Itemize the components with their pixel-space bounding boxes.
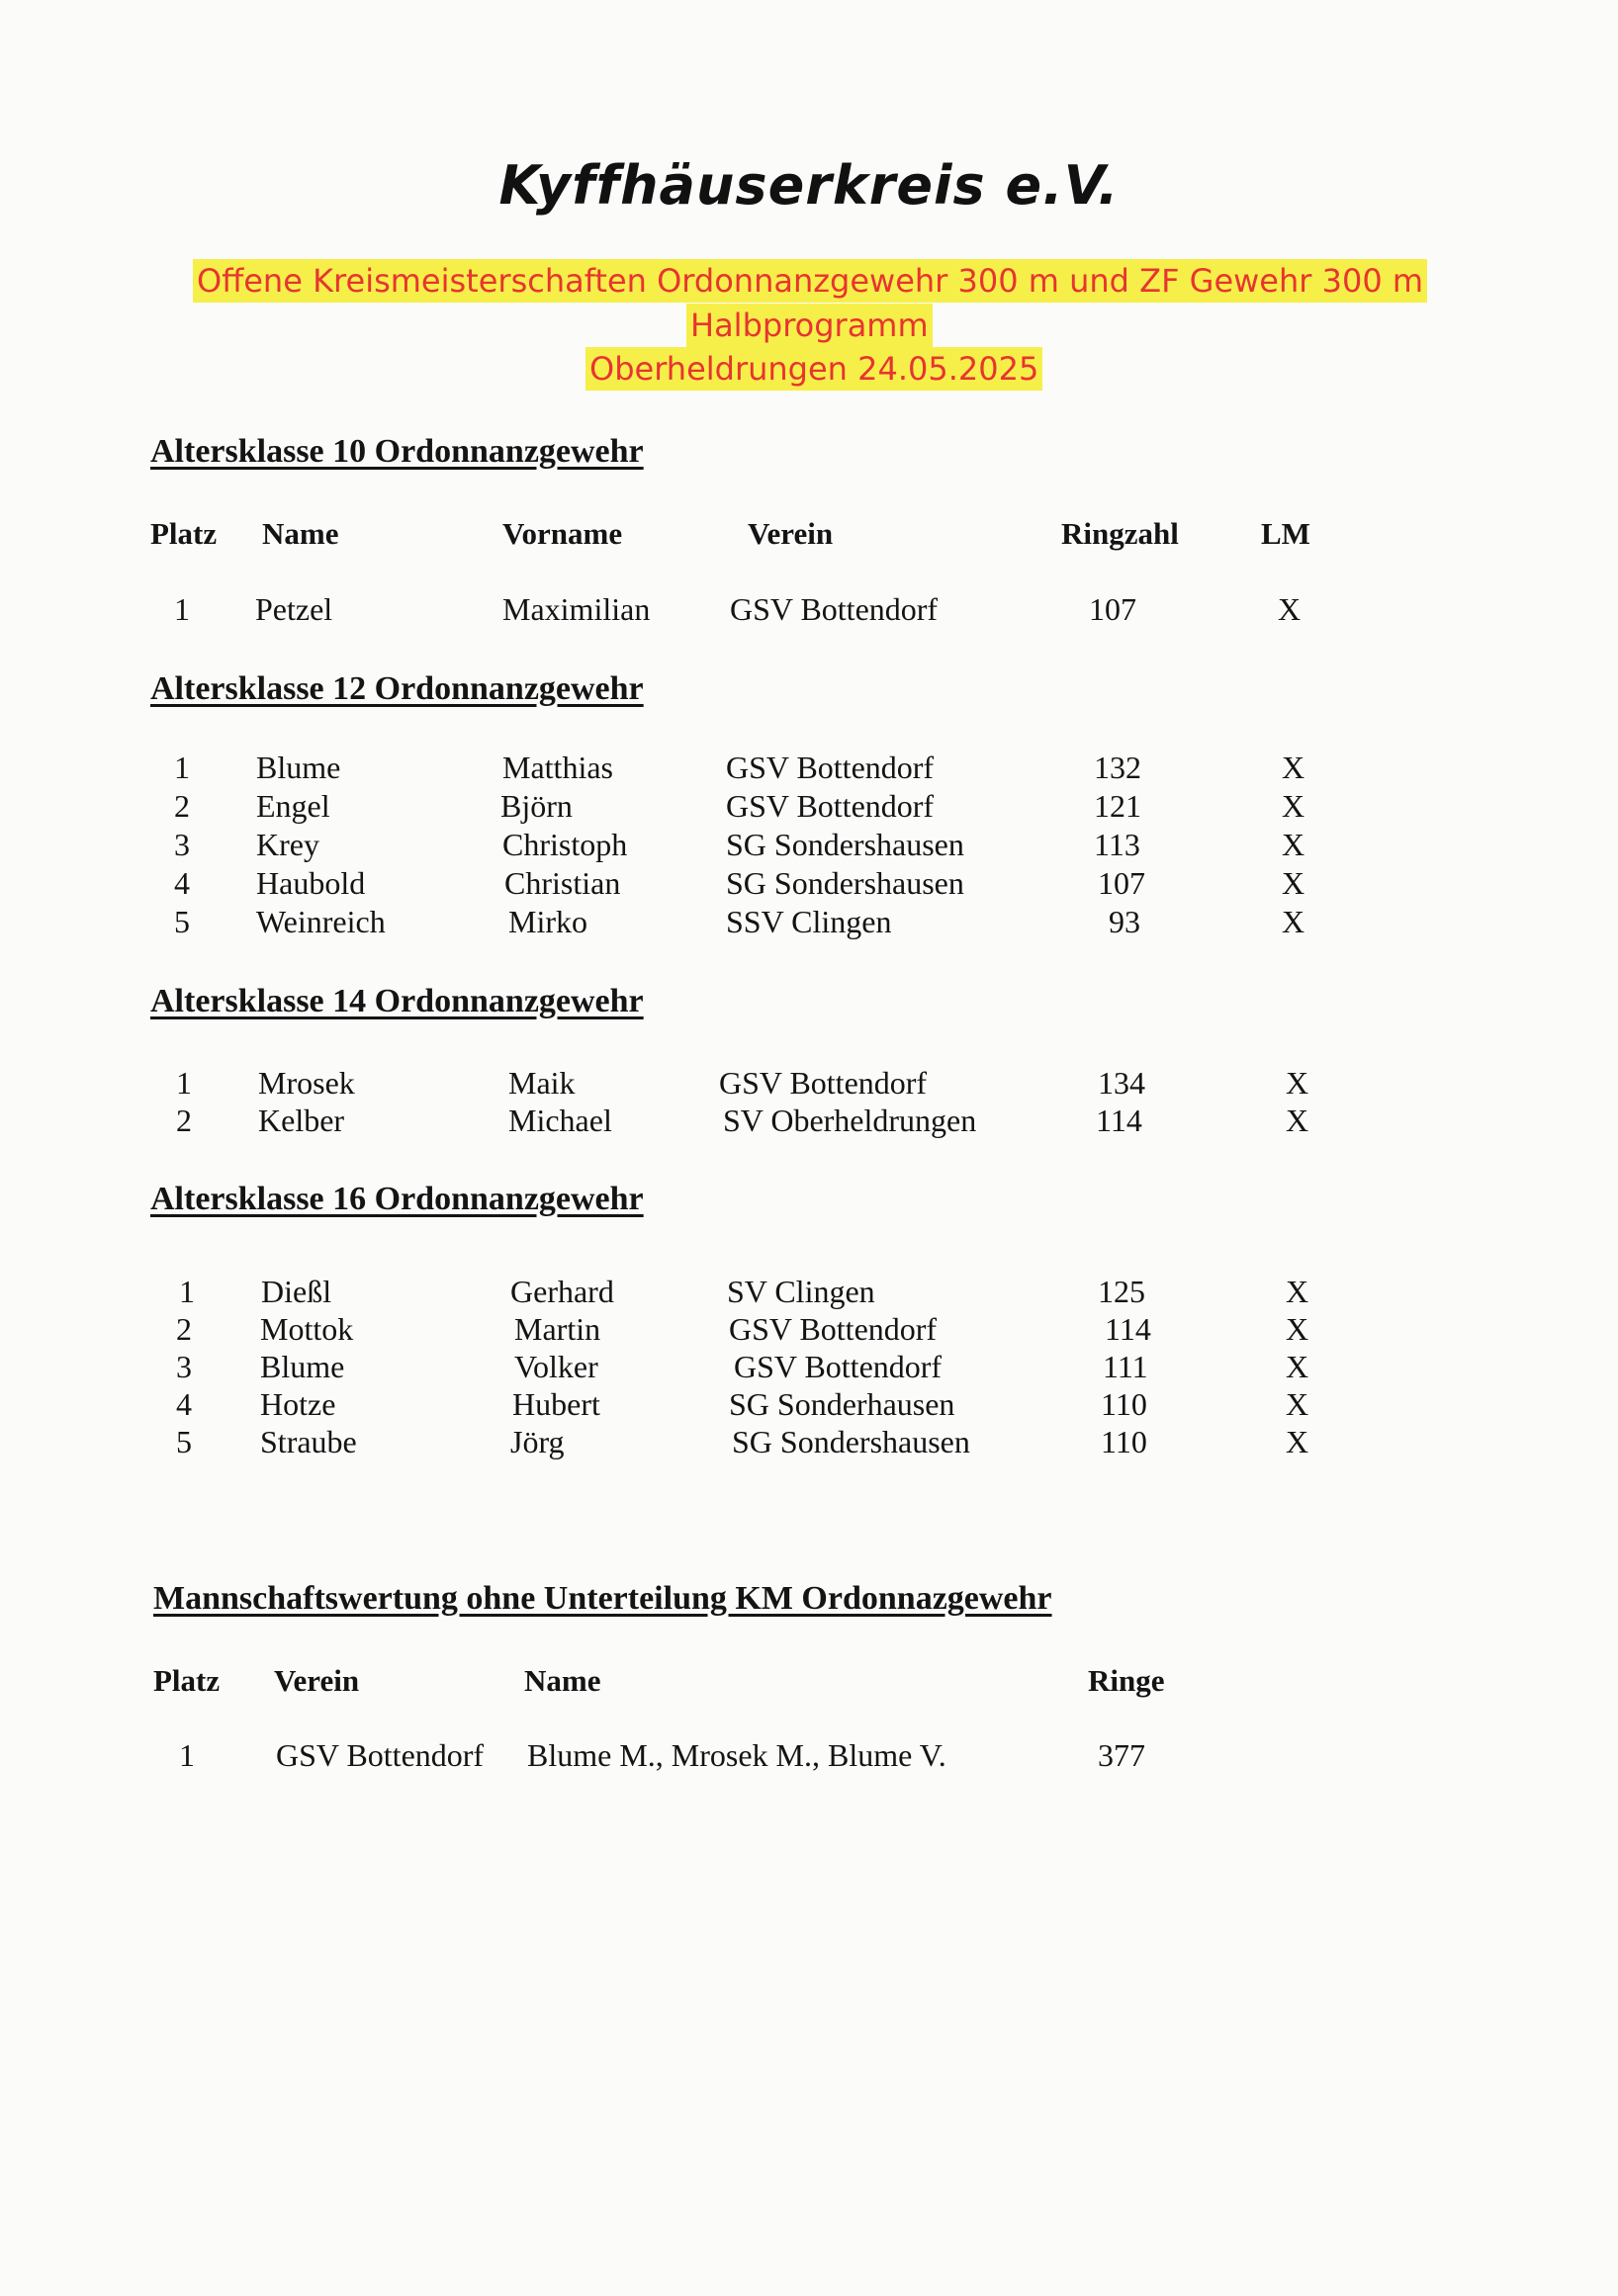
cell-name: Blume	[260, 1349, 345, 1384]
cell-name: Blume	[256, 750, 341, 785]
cell-verein: GSV Bottendorf	[726, 788, 935, 824]
cell-platz: 1	[176, 1065, 192, 1101]
header-platz: Platz	[150, 516, 218, 551]
cell-platz: 1	[174, 591, 190, 627]
cell-vorname: Hubert	[512, 1386, 600, 1422]
cell-ringzahl: 107	[1089, 591, 1136, 627]
cell-verein: GSV Bottendorf	[726, 750, 935, 785]
section-title-ak10: Altersklasse 10 Ordonnanzgewehr	[150, 433, 644, 470]
header-name: Name	[262, 516, 339, 551]
cell-vorname: Maik	[508, 1065, 576, 1101]
section-title-ak16: Altersklasse 16 Ordonnanzgewehr	[150, 1181, 644, 1217]
team-cell-ringe: 377	[1098, 1737, 1145, 1773]
cell-lm: X	[1282, 788, 1305, 824]
cell-vorname: Björn	[500, 788, 573, 824]
cell-platz: 2	[174, 788, 190, 824]
header-ringzahl: Ringzahl	[1061, 516, 1179, 551]
cell-name: Krey	[256, 827, 319, 862]
header-lm: LM	[1261, 516, 1310, 551]
cell-vorname: Mirko	[508, 904, 587, 939]
cell-platz: 4	[176, 1386, 192, 1422]
cell-verein: GSV Bottendorf	[729, 1311, 938, 1347]
cell-verein: SG Sondershausen	[726, 827, 964, 862]
cell-platz: 5	[176, 1424, 192, 1459]
cell-verein: SG Sondershausen	[732, 1424, 970, 1459]
cell-vorname: Michael	[508, 1103, 612, 1138]
cell-name: Haubold	[256, 865, 366, 901]
cell-lm: X	[1282, 827, 1305, 862]
cell-verein: SV Clingen	[727, 1274, 875, 1309]
subtitle-line-3: Oberheldrungen 24.05.2025	[585, 347, 1042, 391]
cell-name: Engel	[256, 788, 330, 824]
cell-ringzahl: 114	[1105, 1311, 1151, 1347]
cell-ringzahl: 110	[1101, 1424, 1147, 1459]
section-title-team: Mannschaftswertung ohne Unterteilung KM Ordonnazgewehr	[153, 1580, 1052, 1617]
cell-lm: X	[1286, 1386, 1309, 1422]
header-verein: Verein	[748, 516, 834, 551]
cell-verein: SG Sonderhausen	[729, 1386, 955, 1422]
cell-name: Hotze	[260, 1386, 336, 1422]
cell-platz: 4	[174, 865, 190, 901]
cell-vorname: Christoph	[502, 827, 628, 862]
cell-ringzahl: 111	[1103, 1349, 1148, 1384]
cell-vorname: Gerhard	[510, 1274, 614, 1309]
cell-lm: X	[1286, 1311, 1309, 1347]
cell-ringzahl: 134	[1098, 1065, 1145, 1101]
cell-lm: X	[1286, 1065, 1309, 1101]
cell-ringzahl: 121	[1094, 788, 1141, 824]
section-title-ak14: Altersklasse 14 Ordonnanzgewehr	[150, 983, 644, 1019]
team-header-ringe: Ringe	[1088, 1663, 1165, 1698]
cell-lm: X	[1286, 1274, 1309, 1309]
cell-name: Kelber	[258, 1103, 345, 1138]
team-header-verein: Verein	[274, 1663, 360, 1698]
cell-platz: 2	[176, 1103, 192, 1138]
cell-lm: X	[1282, 865, 1305, 901]
cell-platz: 5	[174, 904, 190, 939]
cell-ringzahl: 113	[1094, 827, 1140, 862]
cell-name: Mrosek	[258, 1065, 355, 1101]
cell-name: Petzel	[255, 591, 333, 627]
section-title-ak12: Altersklasse 12 Ordonnanzgewehr	[150, 670, 644, 707]
cell-lm: X	[1282, 904, 1305, 939]
cell-lm: X	[1286, 1349, 1309, 1384]
cell-vorname: Martin	[514, 1311, 601, 1347]
cell-verein: SSV Clingen	[726, 904, 892, 939]
team-cell-verein: GSV Bottendorf	[276, 1737, 485, 1773]
team-header-name: Name	[524, 1663, 601, 1698]
cell-ringzahl: 125	[1098, 1274, 1145, 1309]
cell-name: Weinreich	[256, 904, 386, 939]
subtitle-line-2: Halbprogramm	[686, 304, 933, 347]
cell-ringzahl: 110	[1101, 1386, 1147, 1422]
cell-platz: 2	[176, 1311, 192, 1347]
cell-verein: GSV Bottendorf	[734, 1349, 943, 1384]
cell-name: Mottok	[260, 1311, 354, 1347]
cell-name: Dießl	[261, 1274, 332, 1309]
cell-ringzahl: 107	[1098, 865, 1145, 901]
cell-platz: 3	[176, 1349, 192, 1384]
cell-verein: SG Sondershausen	[726, 865, 964, 901]
cell-lm: X	[1282, 750, 1305, 785]
cell-platz: 1	[179, 1274, 195, 1309]
cell-platz: 3	[174, 827, 190, 862]
header-vorname: Vorname	[502, 516, 623, 551]
cell-platz: 1	[174, 750, 190, 785]
cell-ringzahl: 114	[1096, 1103, 1142, 1138]
cell-ringzahl: 132	[1094, 750, 1141, 785]
team-header-platz: Platz	[153, 1663, 221, 1698]
cell-lm: X	[1286, 1424, 1309, 1459]
cell-ringzahl: 93	[1109, 904, 1140, 939]
cell-vorname: Jörg	[510, 1424, 565, 1459]
cell-verein: GSV Bottendorf	[730, 591, 939, 627]
team-cell-name: Blume M., Mrosek M., Blume V.	[527, 1737, 946, 1773]
subtitle-line-1: Offene Kreismeisterschaften Ordonnanzgewehr 300 m und ZF Gewehr 300 m	[193, 259, 1427, 303]
cell-lm: X	[1286, 1103, 1309, 1138]
cell-verein: GSV Bottendorf	[719, 1065, 928, 1101]
document-title: Kyffhäuserkreis e.V.	[498, 154, 1120, 217]
team-cell-platz: 1	[179, 1737, 195, 1773]
cell-verein: SV Oberheldrungen	[723, 1103, 977, 1138]
cell-lm: X	[1278, 591, 1302, 627]
cell-vorname: Christian	[504, 865, 621, 901]
cell-name: Straube	[260, 1424, 357, 1459]
cell-vorname: Maximilian	[502, 591, 651, 627]
cell-vorname: Matthias	[502, 750, 613, 785]
cell-vorname: Volker	[514, 1349, 598, 1384]
